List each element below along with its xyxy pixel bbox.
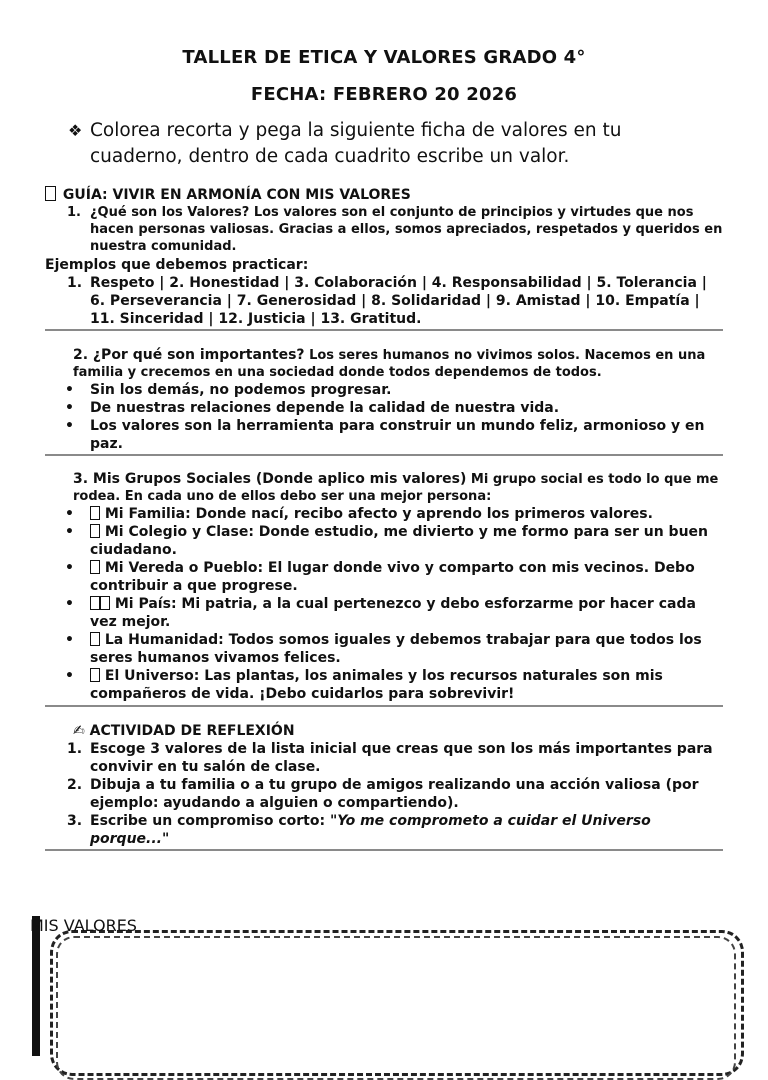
group-item-school: • Mi Colegio y Clase: Donde estudio, me divierto y me formo para ser un buen ciudadano. (65, 524, 709, 558)
section-3-text: Mi grupo social es todo lo que me rodea. En cada uno de ellos debo ser una mejor persona: (73, 472, 719, 504)
group-item-village: • Mi Vereda o Pueblo: El lugar donde vivo y comparto con mis vecinos. Debo contribuir a que progrese. (65, 560, 695, 594)
section-2-title: 2. ¿Por qué son importantes? (73, 347, 305, 363)
flag-icon (100, 596, 110, 610)
section-divider (45, 705, 723, 707)
section-2 (45, 347, 725, 453)
card-inner-dashed-frame (56, 936, 736, 1080)
activity-title: ACTIVIDAD DE REFLEXIÓN (89, 723, 295, 739)
section-2-bullet: • De nuestras relaciones depende la calidad de nuestra vida. (65, 400, 560, 416)
examples-label: Ejemplos que debemos practicar: (45, 257, 309, 273)
activity-item: 3. Escribe un compromiso corto: "Yo me comprometo a cuidar el Universo porque..." (67, 813, 651, 847)
house-icon (90, 560, 100, 574)
section-3-intro (45, 471, 725, 505)
writing-hand-icon: ✍ (73, 723, 85, 739)
globe-icon (90, 632, 100, 646)
commitment-quote: "Yo me comprometo a cuidar el Universo porque..." (90, 813, 651, 847)
group-item-family: • Mi Familia: Donde nací, recibo afecto y aprendo los primeros valores. (65, 506, 653, 522)
instruction (68, 118, 688, 170)
question-1-title: ¿Qué son los Valores? (90, 205, 250, 220)
group-item-country: • Mi País: Mi patria, a la cual pertenezco y debo esforzarme por hacer cada vez mejor. (65, 596, 696, 630)
group-item-humanity: • La Humanidad: Todos somos iguales y debemos trabajar para que todos los seres humanos vivamos felices. (65, 632, 702, 666)
section-2-intro (45, 347, 725, 381)
card-title: MIS VALORES (30, 916, 137, 935)
section-divider (45, 329, 723, 331)
activity-item: 2. Dibuja a tu familia o a tu grupo de amigos realizando una acción valiosa (por ejemplo: ayudando a alguien o compartiendo). (67, 777, 699, 811)
flag-icon (90, 596, 100, 610)
section-divider (45, 849, 723, 851)
section-2-bullet: • Sin los demás, no podemos progresar. (65, 382, 392, 398)
examples-text: Respeto | 2. Honestidad | 3. Colaboración | 4. Responsabilidad | 5. Tolerancia | 6. Perseverancia | 7. Generosidad | 8. Solidaridad | 9. Amistad | 10. Empatía | 11. Sinceridad | 12. Justicia | 13. Gratitud. (90, 275, 707, 327)
section-3 (45, 471, 725, 703)
section-3-title: 3. Mis Grupos Sociales (Donde aplico mis valores) (73, 471, 467, 487)
guide-heading: GUÍA: VIVIR EN ARMONÍA CON MIS VALORES (45, 186, 725, 204)
school-icon (90, 524, 100, 538)
question-1: 1. ¿Qué son los Valores? Los valores son el conjunto de principios y virtudes que nos hacen personas valiosas. Gracias a ellos, somos apreciados, respetados y queridos en nuestra comunidad. (67, 205, 723, 254)
activity-heading (45, 722, 725, 740)
guide-section (45, 186, 725, 328)
question-1-text: Los valores son el conjunto de principios y virtudes que nos hacen personas valiosas. Gracias a ellos, somos apreciados, respetados y queridos en nuestra comunidad. (90, 205, 723, 254)
diamond-bullet-icon: ❖ (68, 121, 83, 140)
galaxy-icon (90, 668, 100, 682)
family-icon (90, 506, 100, 520)
examples-list: 1. Respeto | 2. Honestidad | 3. Colaboración | 4. Responsabilidad | 5. Tolerancia | 6. Perseverancia | 7. Generosidad | 8. Solidaridad | 9. Amistad | 10. Empatía | 11. Sinceridad | 12. Justicia | 13. Gratitud. (67, 275, 707, 327)
section-divider (45, 454, 723, 456)
page-title: TALLER DE ETICA Y VALORES GRADO 4° (182, 47, 586, 68)
section-2-bullet: • Los valores son la herramienta para construir un mundo feliz, armonioso y en paz. (65, 418, 705, 452)
card-left-bar (32, 916, 40, 1056)
page-date: FECHA: FEBRERO 20 2026 (250, 84, 518, 105)
group-item-universe: • El Universo: Las plantas, los animales y los recursos naturales son mis compañeros de vida. ¡Debo cuidarlos para sobrevivir! (65, 668, 663, 702)
book-icon (45, 186, 56, 201)
section-2-text: Los seres humanos no vivimos solos. Nacemos en una familia y crecemos en una sociedad donde todos dependemos de todos. (73, 348, 706, 380)
values-card (30, 916, 750, 1056)
instruction-text: Colorea recorta y pega la siguiente ficha de valores en tu cuaderno, dentro de cada cuadrito escribe un valor. (90, 120, 622, 167)
activity-section (45, 722, 725, 848)
activity-item: 1. Escoge 3 valores de la lista inicial que creas que son los más importantes para convivir en tu salón de clase. (67, 741, 713, 775)
